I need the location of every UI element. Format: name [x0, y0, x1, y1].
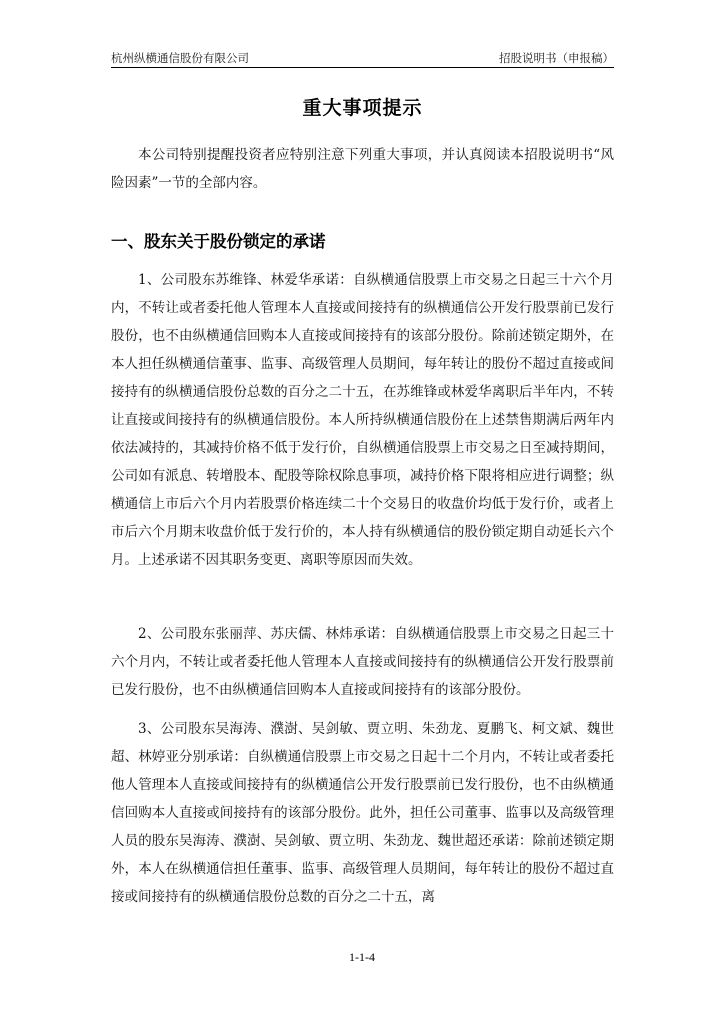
page-title: 重大事项提示: [302, 97, 423, 119]
page-number: 1-1-4: [349, 950, 375, 964]
header-rule: [111, 67, 614, 68]
commitment-paragraph-2: 2、公司股东张丽萍、苏庆儒、林炜承诺：自纵横通信股票上市交易之日起三十六个月内，不转让或者委托他人管理本人直接或间接持有的纵横通信公开发行股票前已发行股份，也不由纵横通信回购本人直接或间接持有的该部分股份。: [111, 626, 614, 698]
section-heading: 一、股东关于股份锁定的承诺: [111, 232, 326, 251]
commitment-paragraph-3: 3、公司股东吴海涛、濮澍、吴剑敏、贾立明、朱劲龙、夏鹏飞、柯文斌、魏世超、林婷亚分别承诺：自纵横通信股票上市交易之日起十二个月内，不转让或者委托他人管理本人直接或间接持有的纵横通信公开发行股票前已发行股份，也不由纵横通信回购本人直接或间接持有的该部分股份。此外，担任公司董事、监事以及高级管理人员的股东吴海涛、濮澍、吴剑敏、贾立明、朱劲龙、魏世超还承诺：除前述锁定期外，本人在纵横通信担任董事、监事、高级管理人员期间，每年转让的股份不超过直接或间接持有的纵横通信股份总数的百分之二十五，离: [111, 721, 614, 905]
header-company-name: 杭州纵横通信股份有限公司: [111, 51, 249, 65]
header-document-type: 招股说明书（申报稿）: [499, 51, 614, 65]
commitment-paragraph-1: 1、公司股东苏维锋、林爱华承诺：自纵横通信股票上市交易之日起三十六个月内，不转让或者委托他人管理本人直接或间接持有的纵横通信公开发行股票前已发行股份，也不由纵横通信回购本人直接或间接持有的该部分股份。除前述锁定期外，在本人担任纵横通信董事、监事、高级管理人员期间，每年转让的股份不超过直接或间接持有的纵横通信股份总数的百分之二十五，在苏维锋或林爱华离职后半年内，不转让直接或间接持有的纵横通信股份。本人所持纵横通信股份在上述禁售期满后两年内依法减持的，其减持价格不低于发行价，自纵横通信股票上市交易之日至减持期间，公司如有派息、转增股本、配股等除权除息事项，减持价格下限将相应进行调整；纵横通信上市后六个月内若股票价格连续二十个交易日的收盘价均低于发行价，或者上市后六个月期末收盘价低于发行价的，本人持有纵横通信的股份锁定期自动延长六个月。上述承诺不因其职务变更、离职等原因而失效。: [111, 272, 614, 568]
intro-paragraph: 本公司特别提醒投资者应特别注意下列重大事项，并认真阅读本招股说明书“风险因素”一节的全部内容。: [111, 147, 614, 191]
